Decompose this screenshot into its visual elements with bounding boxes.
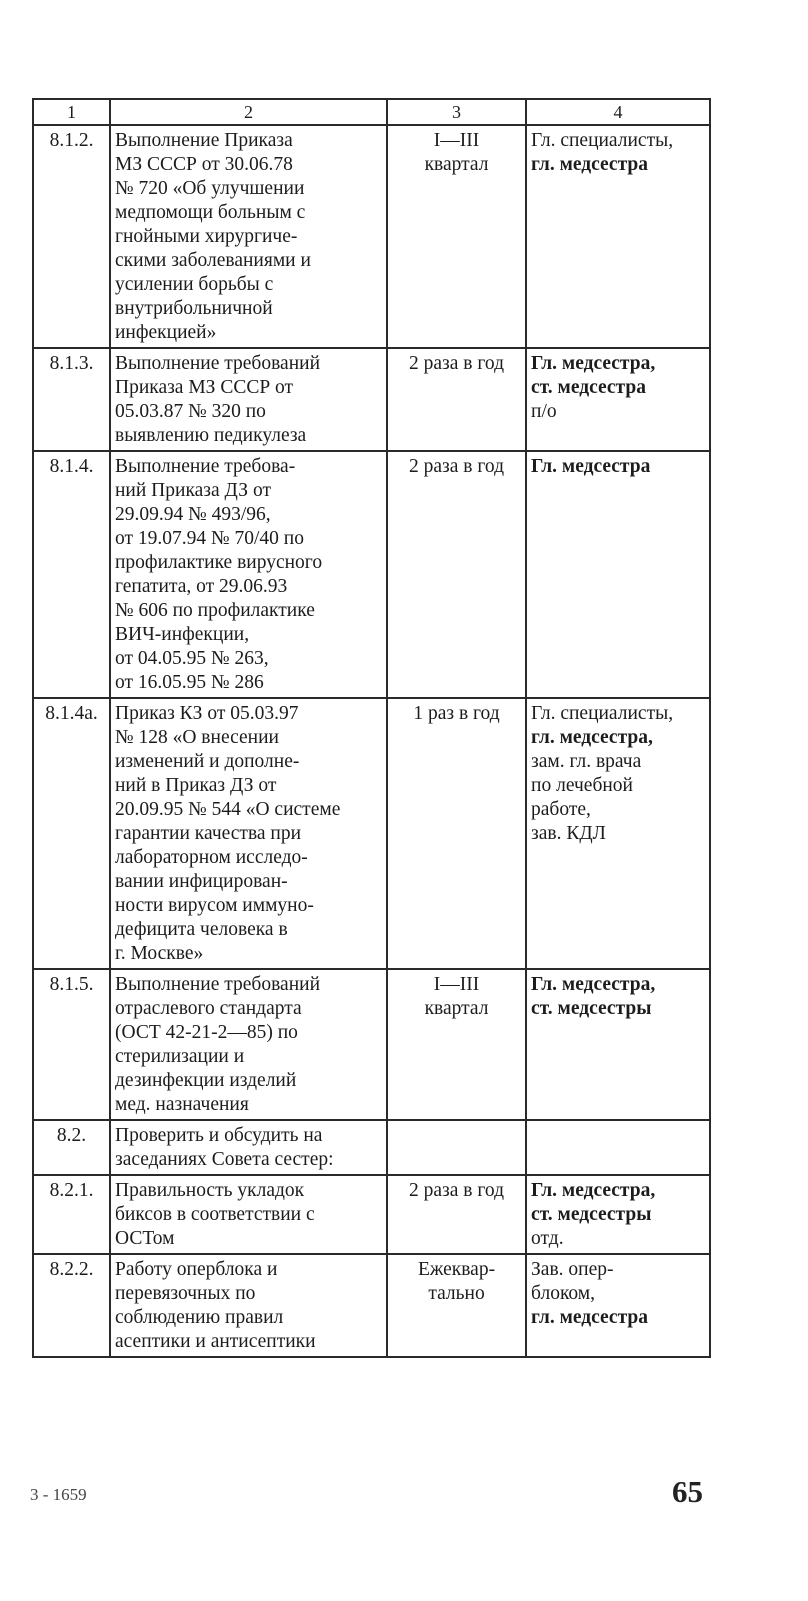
item-description [110, 969, 387, 1120]
table-row [33, 969, 710, 1120]
item-number: 8.2.2. [33, 1254, 110, 1357]
description-line: стерилизации и [115, 1046, 245, 1067]
description-line: медпомощи больным с [115, 202, 306, 223]
deadline-line: квартал [424, 998, 489, 1019]
description-line: Выполнение требований [115, 974, 321, 995]
description-line: мед. назначения [115, 1094, 249, 1115]
item-number: 8.1.5. [33, 969, 110, 1120]
deadline-line: 2 раза в год [409, 353, 504, 374]
description-line: от 19.07.94 № 70/40 по [115, 528, 304, 549]
item-responsible [526, 1175, 710, 1254]
column-header: 1 [33, 99, 110, 125]
description-line: дефицита человека в [115, 919, 288, 940]
description-line: ВИЧ-инфекции, [115, 624, 250, 645]
description-line: изменений и дополне- [115, 751, 300, 772]
description-line: Работу оперблока и [115, 1259, 278, 1280]
description-line: ности вирусом иммуно- [115, 895, 314, 916]
deadline-line: I—III [433, 130, 480, 151]
responsible-line: зам. гл. врача [531, 751, 642, 772]
item-description [110, 125, 387, 348]
description-line: № 128 «О внесении [115, 727, 279, 748]
description-line: биксов в соответствии с [115, 1204, 315, 1225]
description-line: лабораторном исследо- [115, 847, 308, 868]
description-line: гарантии качества при [115, 823, 302, 844]
description-line: соблюдению правил [115, 1307, 284, 1328]
description-line: № 606 по профилактике [115, 600, 315, 621]
description-line: гнойными хирургиче- [115, 226, 298, 247]
description-line: профилактике вирусного [115, 552, 323, 573]
item-responsible [526, 125, 710, 348]
responsible-line: зав. КДЛ [531, 823, 606, 844]
description-line: 29.09.94 № 493/96, [115, 504, 271, 525]
item-number: 8.1.2. [33, 125, 110, 348]
table-row [33, 1120, 710, 1175]
responsible-line: блоком, [531, 1283, 596, 1304]
item-responsible [526, 348, 710, 451]
item-description [110, 1175, 387, 1254]
description-line: (ОСТ 42-21-2—85) по [115, 1022, 298, 1043]
deadline-line: Ежеквар- [417, 1259, 496, 1280]
description-line: Выполнение Приказа [115, 130, 293, 151]
item-deadline [387, 348, 526, 451]
item-deadline [387, 125, 526, 348]
item-deadline [387, 969, 526, 1120]
deadline-line: 2 раза в год [409, 456, 504, 477]
responsible-line: Гл. медсестра, [531, 353, 656, 374]
deadline-line: тально [428, 1283, 485, 1304]
responsible-line: Гл. специалисты, [531, 703, 674, 724]
item-description [110, 451, 387, 698]
item-responsible [526, 969, 710, 1120]
deadline-line: 1 раз в год [413, 703, 500, 724]
responsible-line: отд. [531, 1228, 564, 1249]
responsible-line: по лечебной [531, 775, 633, 796]
item-number: 8.1.4а. [33, 698, 110, 969]
responsible-line: гл. медсестра, [531, 727, 653, 748]
description-line: асептики и антисептики [115, 1331, 316, 1352]
deadline-line: 2 раза в год [409, 1180, 504, 1201]
description-line: Выполнение требова- [115, 456, 296, 477]
responsible-line: гл. медсестра [531, 1307, 648, 1328]
deadline-line: квартал [424, 154, 489, 175]
description-line: 05.03.87 № 320 по [115, 401, 266, 422]
description-line: отраслевого стандарта [115, 998, 302, 1019]
item-number: 8.2. [33, 1120, 110, 1175]
item-number: 8.1.4. [33, 451, 110, 698]
description-line: усилении борьбы с [115, 274, 274, 295]
item-deadline [387, 698, 526, 969]
responsible-line: ст. медсестра [531, 377, 646, 398]
description-line: ОСТом [115, 1228, 175, 1249]
description-line: № 720 «Об улучшении [115, 178, 305, 199]
table-row [33, 451, 710, 698]
column-header: 4 [526, 99, 710, 125]
description-line: ний в Приказ ДЗ от [115, 775, 277, 796]
item-responsible [526, 1120, 710, 1175]
item-number: 8.2.1. [33, 1175, 110, 1254]
description-line: перевязочных по [115, 1283, 256, 1304]
responsible-line: Гл. медсестра, [531, 974, 656, 995]
description-line: ний Приказа ДЗ от [115, 480, 271, 501]
description-line: инфекцией» [115, 322, 217, 343]
description-line: Приказа МЗ СССР от [115, 377, 294, 398]
responsible-line: Зав. опер- [531, 1259, 614, 1280]
plan-table-body [33, 99, 710, 1357]
description-line: Проверить и обсудить на [115, 1125, 323, 1146]
table-row [33, 1254, 710, 1357]
table-row [33, 698, 710, 969]
description-line: заседаниях Совета сестер: [115, 1149, 334, 1170]
item-description [110, 1120, 387, 1175]
item-responsible [526, 1254, 710, 1357]
table-row [33, 348, 710, 451]
item-number: 8.1.3. [33, 348, 110, 451]
item-description [110, 1254, 387, 1357]
description-line: 20.09.95 № 544 «О системе [115, 799, 341, 820]
table-row [33, 125, 710, 348]
responsible-line: Гл. специалисты, [531, 130, 674, 151]
description-line: внутрибольничной [115, 298, 273, 319]
description-line: дезинфекции изделий [115, 1070, 297, 1091]
printer-signature: 3 - 1659 [30, 1485, 87, 1504]
item-deadline [387, 451, 526, 698]
description-line: Выполнение требований [115, 353, 321, 374]
description-line: выявлению педикулеза [115, 425, 307, 446]
description-line: МЗ СССР от 30.06.78 [115, 154, 293, 175]
item-description [110, 348, 387, 451]
responsible-line: п/о [531, 401, 557, 422]
item-deadline [387, 1120, 526, 1175]
item-description [110, 698, 387, 969]
description-line: скими заболеваниями и [115, 250, 311, 271]
table-header-row [33, 99, 710, 125]
item-responsible [526, 698, 710, 969]
description-line: от 04.05.95 № 263, [115, 648, 269, 669]
responsible-line: Гл. медсестра, [531, 1180, 656, 1201]
description-line: от 16.05.95 № 286 [115, 672, 264, 693]
deadline-line: I—III [433, 974, 480, 995]
plan-table [32, 98, 711, 1358]
item-deadline [387, 1254, 526, 1357]
table-row [33, 1175, 710, 1254]
responsible-line: гл. медсестра [531, 154, 648, 175]
description-line: вании инфицирован- [115, 871, 288, 892]
item-responsible [526, 451, 710, 698]
responsible-line: ст. медсестры [531, 998, 652, 1019]
page-number: 65 [672, 1474, 703, 1509]
item-deadline [387, 1175, 526, 1254]
column-header: 3 [387, 99, 526, 125]
responsible-line: Гл. медсестра [531, 456, 651, 477]
responsible-line: ст. медсестры [531, 1204, 652, 1225]
description-line: гепатита, от 29.06.93 [115, 576, 288, 597]
description-line: Приказ КЗ от 05.03.97 [115, 703, 299, 724]
column-header: 2 [110, 99, 387, 125]
responsible-line: работе, [531, 799, 591, 820]
description-line: Правильность укладок [115, 1180, 305, 1201]
description-line: г. Москве» [115, 943, 204, 964]
